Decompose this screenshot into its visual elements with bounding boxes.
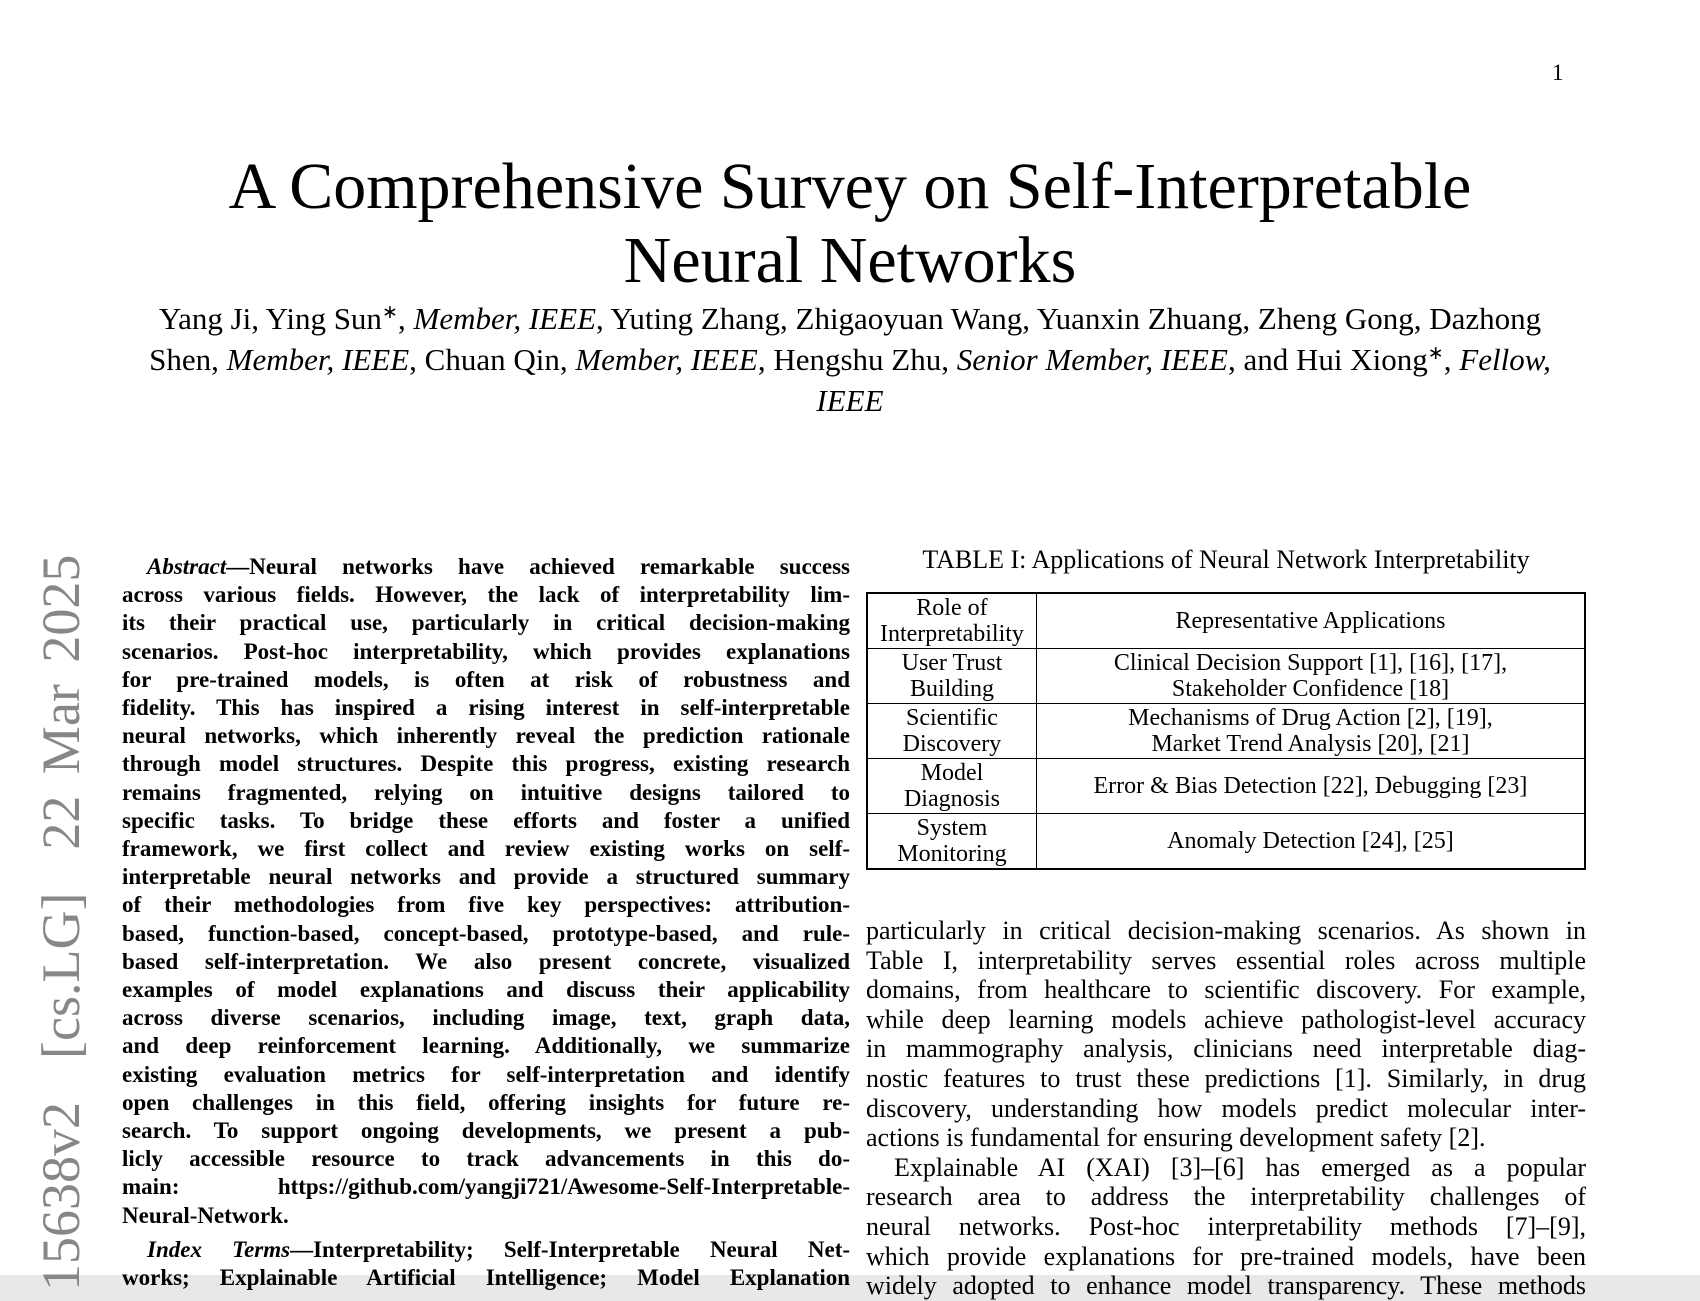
abstract-line: based, function-based, concept-based, prototype-based, and rule- [122,920,850,946]
abstract-line: examples of model explanations and discuss their applicability [122,977,850,1003]
table-row [867,759,1585,814]
table-row [867,704,1585,759]
abstract-line: through model structures. Despite this progress, existing research [122,751,850,777]
body-line: widely adopted to enhance model transparency. These methods [866,1271,1586,1301]
body-line: nostic features to trust these predictions [1]. Similarly, in drug [866,1063,1586,1093]
table-cell-applications: Mechanisms of Drug Action [2], [19], Market Trend Analysis [20], [21] [1036,704,1585,759]
body-text [866,916,1586,1301]
abstract-line: Abstract—Neural networks have achieved remarkable success [147,554,850,579]
authors-line-1: Yang Ji, Ying Sun∗, Member, IEEE, Yuting Zhang, Zhigaoyuan Wang, Yuanxin Zhuang, Zheng Gong, Dazhong [158,301,1542,336]
body-line: while deep learning models achieve pathologist-level accuracy [866,1004,1586,1034]
author-names: Shen, [149,342,227,377]
body-line: particularly in critical decision-making scenarios. As shown in [866,916,1586,945]
body-line: neural networks. Post-hoc interpretability methods [7]–[9], [866,1211,1586,1241]
author-names: Yang Ji, Ying Sun [158,301,382,336]
table-caption: TABLE I: Applications of Neural Network Interpretability [922,545,1530,574]
membership-label: Member, IEEE [226,342,410,377]
table-cell-role: Scientific Discovery [867,704,1036,759]
body-line: Explainable AI (XAI) [3]–[6] has emerged as a popular [894,1152,1586,1182]
membership-label: Member, IEEE [413,301,597,336]
index-terms-line: works; Explainable Artificial Intelligence; Model Explanation [122,1265,850,1291]
abstract-line: interpretable neural networks and provide a structured summary [122,864,850,890]
table-cell-applications: Error & Bias Detection [22], Debugging [23] [1036,759,1585,814]
table-cell-applications: Anomaly Detection [24], [25] [1036,814,1585,870]
abstract-section [122,553,850,1292]
table-cell-role: User Trust Building [867,649,1036,704]
table-row [867,649,1585,704]
table-cell-applications: Clinical Decision Support [1], [16], [17], Stakeholder Confidence [18] [1036,649,1585,704]
abstract-line: fidelity. This has inspired a rising interest in self-interpretable [122,695,850,721]
corresponding-author-asterisk: ∗ [1427,343,1444,365]
authors-line-3 [0,383,1700,419]
page-number: 1 [1552,60,1564,85]
body-line: which provide explanations for pre-trained models, have been [866,1241,1586,1271]
body-line: in mammography analysis, clinicians need interpretable diag- [866,1034,1586,1064]
github-url[interactable]: main: https://github.com/yangji721/Awesome-Self-Interpretable- [122,1174,850,1200]
abstract-line: its their practical use, particularly in critical decision-making [122,610,850,636]
index-terms-heading: Index Terms [147,1236,291,1262]
abstract-line: existing evaluation metrics for self-interpretation and identify [122,1061,850,1087]
paper-title-line-1: A Comprehensive Survey on Self-Interpretable [228,150,1472,223]
author-names: , Yuting Zhang, Zhigaoyuan Wang, Yuanxin Zhuang, Zheng Gong, Dazhong [596,301,1542,336]
body-line: research area to address the interpretability challenges of [866,1182,1586,1212]
abstract-line: Neural-Network. [122,1202,289,1228]
abstract-line: based self-interpretation. We also present concrete, visualized [122,948,850,974]
membership-label: Senior Member, IEEE [956,342,1228,377]
corresponding-author-asterisk: ∗ [381,302,399,324]
abstract-line: scenarios. Post-hoc interpretability, which provides explanations [122,638,850,664]
abstract-line: specific tasks. To bridge these efforts and foster a unified [122,807,850,833]
author-names: , Chuan Qin, [409,342,576,377]
body-line: actions is fundamental for ensuring development safety [2]. [866,1123,1486,1153]
abstract-line: search. To support ongoing developments, we present a pub- [122,1118,850,1144]
table-header-row [867,593,1585,649]
body-line: discovery, understanding how models predict molecular inter- [866,1093,1586,1123]
abstract-line: remains fragmented, relying on intuitive designs tailored to [122,779,850,805]
applications-table [866,592,1586,870]
membership-label: Fellow, [1459,342,1551,377]
abstract-heading: Abstract [147,554,227,579]
paper-title [0,150,1700,298]
body-line: domains, from healthcare to scientific discovery. For example, [866,975,1586,1005]
arxiv-watermark: 15638v2 [cs.LG] 22 Mar 2025 [31,554,91,1291]
table-header-applications: Representative Applications [1036,593,1585,649]
body-line: Table I, interpretability serves essential roles across multiple [866,945,1586,975]
abstract-line: neural networks, which inherently reveal the prediction rationale [122,723,850,749]
author-names: , Hengshu Zhu, [757,342,957,377]
author-names: , and Hui Xiong [1227,342,1428,377]
authors-line-2: Shen, Member, IEEE, Chuan Qin, Member, IEEE, Hengshu Zhu, Senior Member, IEEE, and Hui Xiong∗, Fellow, [149,342,1551,377]
abstract-line: open challenges in this field, offering insights for future re- [122,1089,850,1115]
index-terms-line: Index Terms—Interpretability; Self-Interpretable Neural Net- [147,1236,851,1262]
membership-label: Member, IEEE [575,342,758,377]
abstract-line: for pre-trained models, is often at risk of robustness and [122,666,850,692]
abstract-line: across diverse scenarios, including image, text, graph data, [122,1005,850,1031]
table-row [867,814,1585,870]
paper-title-line-2: Neural Networks [623,224,1077,297]
abstract-line: licly accessible resource to track advancements in this do- [122,1146,850,1172]
right-column [866,546,1586,1301]
table-cell-role: System Monitoring [867,814,1036,870]
abstract-line: and deep reinforcement learning. Additionally, we summarize [122,1033,850,1059]
table-header-role: Role of Interpretability [867,593,1036,649]
authors-block [0,301,1700,419]
abstract-line: framework, we first collect and review existing works on self- [122,836,850,862]
table-cell-role: Model Diagnosis [867,759,1036,814]
abstract-line: of their methodologies from five key perspectives: attribution- [122,892,850,918]
membership-label: IEEE [816,383,884,418]
abstract-line: across various fields. However, the lack of interpretability lim- [122,582,850,608]
